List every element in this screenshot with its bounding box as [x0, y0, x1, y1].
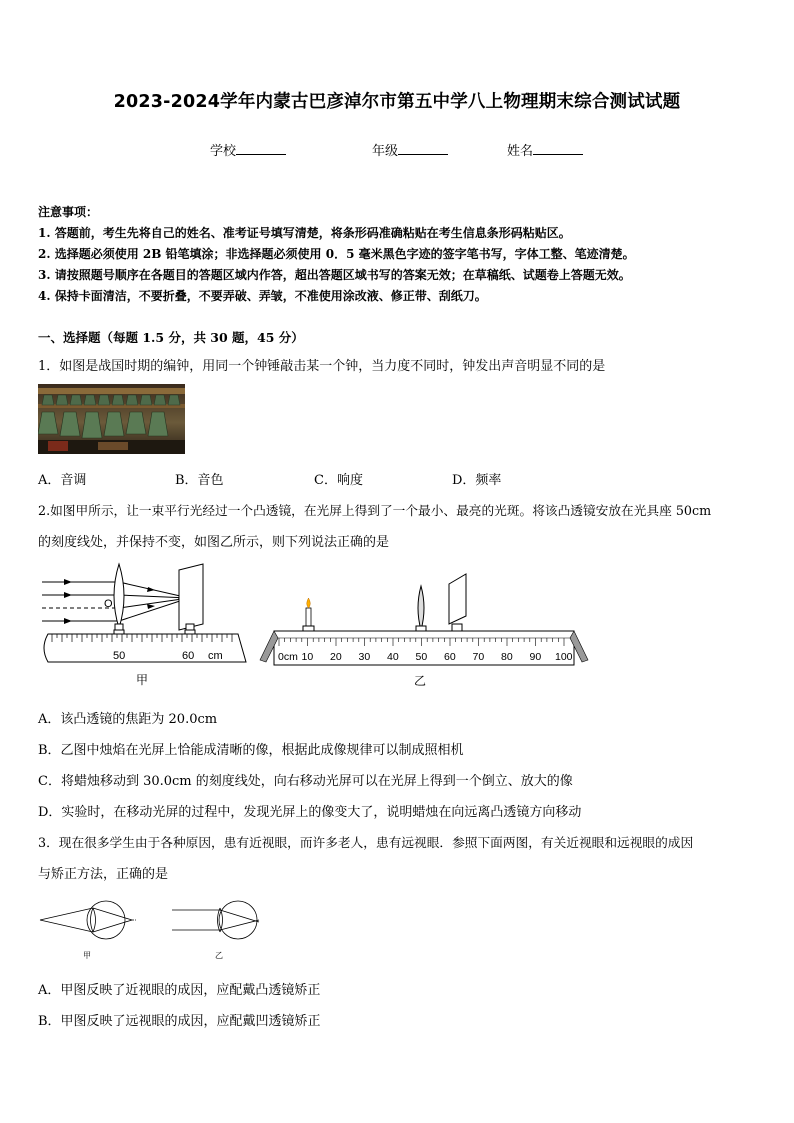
school-field[interactable]: [210, 140, 286, 159]
q2-stem-line1: 2.如图甲所示，让一束平行光经过一个凸透镜，在光屏上得到了一个最小、最亮的光斑。将该凸透镜安放在光具座 50cm: [38, 503, 712, 518]
tick-label: 10: [301, 651, 314, 663]
lens-center-label: O: [104, 598, 113, 610]
tick-label: 50: [113, 650, 126, 662]
eye-label-yi: 乙: [215, 951, 223, 960]
tick-label: 30: [358, 651, 371, 663]
tick-label: 40: [387, 651, 399, 663]
page-title: 2023-2024学年内蒙古巴彦淖尔市第五中学八上物理期末综合测试试题: [113, 92, 681, 112]
note-item: 4. 保持卡面清洁，不要折叠，不要弄破、弄皱，不准使用涂改液、修正带、刮纸刀。: [38, 289, 487, 303]
name-field[interactable]: [507, 140, 583, 159]
grade-field[interactable]: [372, 140, 448, 159]
grade-blank[interactable]: [398, 143, 448, 155]
q2-option-a: A．该凸透镜的焦距为 20.0cm: [38, 712, 218, 727]
note-item: 1. 答题前，考生先将自己的姓名、准考证号填写清楚，将条形码准确粘贴在考生信息条形码粘贴区。: [38, 226, 571, 240]
figure-label-jia: 甲: [136, 673, 149, 687]
q3-option-b: B．甲图反映了远视眼的成因，应配戴凹透镜矫正: [38, 1014, 321, 1029]
figure-yi-optical-bench: [254, 568, 594, 694]
school-blank[interactable]: [236, 143, 286, 155]
tick-label: 80: [501, 651, 513, 663]
q3-option-a: A．甲图反映了近视眼的成因，应配戴凸透镜矫正: [38, 983, 321, 998]
q1-option-d: D．频率: [452, 473, 502, 488]
figure-eye-diagrams: [38, 894, 268, 966]
tick-label: 0cm: [278, 651, 298, 663]
q3-stem-line1: 3．现在很多学生由于各种原因，患有近视眼，而许多老人，患有远视眼．参照下面两图，有关近视眼和远视眼的成因: [38, 835, 694, 850]
note-item: 2. 选择题必须使用 2B 铅笔填涂；非选择题必须使用 0．5 毫米黑色字迹的签字笔书写，字体工整、笔迹清楚。: [38, 247, 635, 261]
q2-option-c: C．将蜡烛移动到 30.0cm 的刻度线处，向右移动光屏可以在光屏上得到一个倒立、放大的像: [38, 774, 573, 789]
grade-label: 年级: [372, 144, 399, 159]
q1-option-a: A．音调: [38, 473, 87, 488]
notes-heading: 注意事项：: [38, 205, 99, 219]
name-label: 姓名: [507, 144, 534, 159]
tick-label: cm: [208, 650, 223, 662]
school-label: 学校: [210, 144, 237, 159]
name-blank[interactable]: [533, 143, 583, 155]
section-heading: 一、选择题（每题 1.5 分，共 30 题，45 分）: [38, 330, 304, 345]
tick-label: 60: [444, 651, 456, 663]
tick-label: 90: [529, 651, 542, 663]
note-item: 3. 请按照题号顺序在各题目的答题区域内作答，超出答题区域书写的答案无效；在草稿纸、试题卷上答题无效。: [38, 268, 631, 282]
figure-jia-focal-length: [38, 562, 248, 694]
q3-stem-line2: 与矫正方法，正确的是: [38, 867, 169, 882]
q1-option-b: B．音色: [175, 473, 224, 488]
q2-stem-line2: 的刻度线处，并保持不变，如图乙所示，则下列说法正确的是: [38, 535, 390, 550]
q1-stem: 1．如图是战国时期的编钟，用同一个钟锤敲击某一个钟，当力度不同时，钟发出声音明显不同的是: [38, 359, 606, 374]
tick-label: 50: [415, 651, 428, 663]
q2-option-b: B．乙图中烛焰在光屏上恰能成清晰的像，根据此成像规律可以制成照相机: [38, 743, 464, 758]
tick-label: 60: [182, 650, 195, 662]
q2-option-d: D．实验时，在移动光屏的过程中，发现光屏上的像变大了，说明蜡烛在向远离凸透镜方向移动: [38, 805, 582, 820]
tick-label: 20: [330, 651, 342, 663]
tick-label: 70: [472, 651, 485, 663]
eye-label-jia: 甲: [83, 951, 91, 960]
figure-label-yi: 乙: [414, 674, 427, 688]
tick-label: 100: [555, 651, 573, 663]
bianzhong-photo: [38, 384, 185, 454]
q1-option-c: C．响度: [314, 473, 363, 488]
